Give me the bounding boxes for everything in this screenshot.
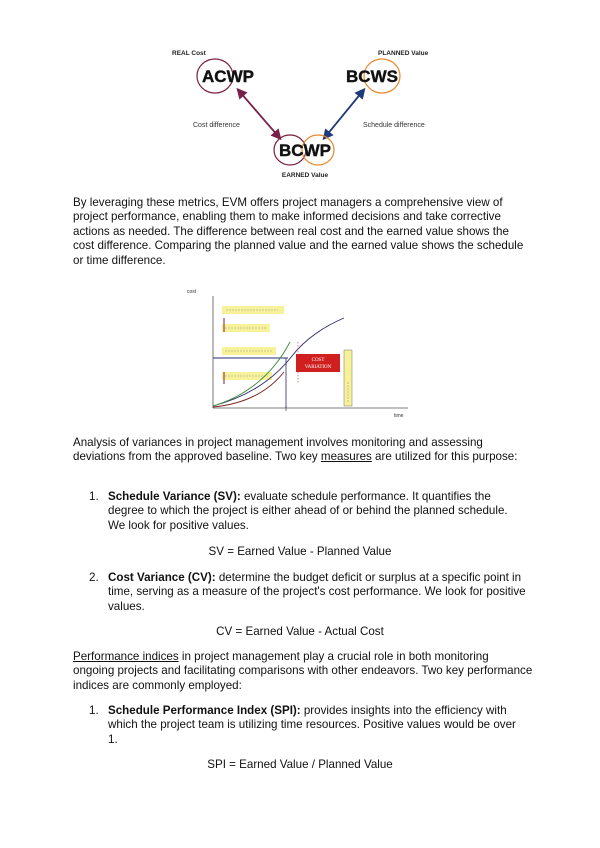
- sv-description: evaluate schedule performance. It quantifies the degree to which the project is either ahead of or behind the planned schedule. We look for positive values.: [108, 490, 508, 532]
- cv-description: determine the budget deficit or surplus at a specific point in time, serving as a measure of the project's cost performance. We look for positive values.: [108, 571, 526, 613]
- planned-value-label: PLANNED Value: [378, 50, 429, 57]
- list1-item1: [108, 490, 528, 533]
- spi-description: provides insights into the efficiency with which the project team is utilizing time resources. Positive values would be over 1.: [108, 704, 516, 746]
- schedule-difference-arrow: [326, 92, 362, 136]
- cost-difference-arrow: [240, 92, 278, 136]
- cv-formula: CV = Earned Value - Actual Cost: [216, 625, 384, 638]
- list1-item2: [108, 571, 528, 614]
- sv-term: Schedule Variance (SV):: [108, 490, 241, 503]
- sv-formula: SV = Earned Value - Planned Value: [208, 545, 392, 558]
- evm-diagram: [150, 40, 450, 185]
- evm-curves-chart: [180, 284, 420, 420]
- performance-indices-link[interactable]: Performance indices: [73, 650, 179, 663]
- list2-item1-number: 1.: [89, 704, 99, 717]
- cost-variation-text-1: COST: [311, 358, 325, 363]
- intro-paragraph: By leveraging these metrics, EVM offers project managers a comprehensive view of project performance, enabling them to make informed decisions and take corrective actions as needed. The difference between real cost and the earned value shows the cost difference. Comparing the planned value and the earned value shows the schedule or time difference.: [73, 196, 524, 267]
- cv-term: Cost Variance (CV):: [108, 571, 216, 584]
- bcwp-label: BCWP: [279, 141, 331, 160]
- analysis-text-before: Analysis of variances in project management involves monitoring and assessing deviations from the approved baseline. Two key: [73, 436, 483, 464]
- cost-difference-label: Cost difference: [193, 122, 240, 129]
- list2-item1: [108, 704, 528, 747]
- real-cost-label: REAL Cost: [172, 50, 206, 57]
- chart-y-label: cost: [187, 289, 197, 295]
- indices-paragraph: [73, 650, 533, 693]
- earned-value-label: EARNED Value: [281, 172, 329, 179]
- bcws-label: BCWS: [346, 67, 398, 86]
- spi-term: Schedule Performance Index (SPI):: [108, 704, 301, 717]
- chart-x-label: time: [394, 413, 404, 419]
- indices-text: in project management play a crucial role in both monitoring ongoing projects and facilitating comparisons with other endeavors. Two key performance indices are commonly employed:: [73, 650, 533, 692]
- analysis-text-after: are utilized for this purpose:: [371, 450, 518, 464]
- measures-link[interactable]: measures: [320, 450, 372, 464]
- list1-item1-number: 1.: [89, 490, 99, 503]
- cost-variation-text-2: VARIATION: [304, 365, 332, 370]
- schedule-difference-label: Schedule difference: [363, 122, 425, 129]
- analysis-paragraph: [73, 436, 533, 465]
- list1-item2-number: 2.: [89, 571, 99, 584]
- spi-formula: SPI = Earned Value / Planned Value: [207, 758, 393, 771]
- acwp-label: ACWP: [202, 67, 254, 86]
